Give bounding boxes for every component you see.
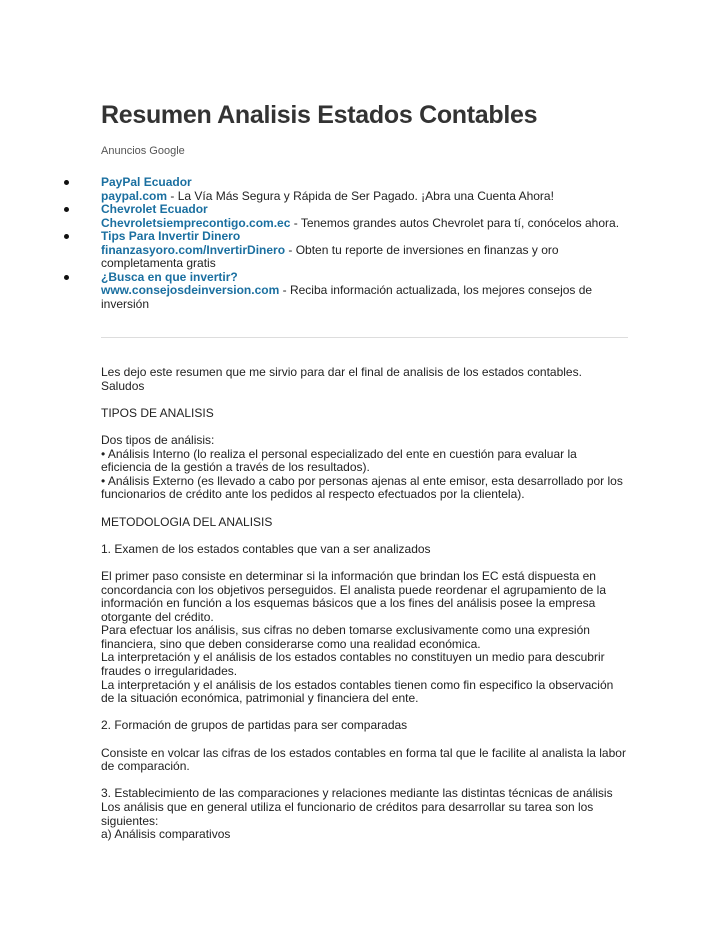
section-heading: TIPOS DE ANALISIS xyxy=(101,405,214,420)
tipos-line: Dos tipos de análisis: xyxy=(101,432,215,447)
step-paragraph xyxy=(101,570,629,706)
step-line: Los análisis que en general utiliza el funcionario de créditos para desarrollar su tarea son los siguientes: xyxy=(101,800,594,828)
ad-title-link[interactable]: ¿Busca en que invertir? xyxy=(101,269,238,284)
step-paragraph: Consiste en volcar las cifras de los estados contables en forma tal que le facilite al analista la labor de comparación. xyxy=(101,745,626,774)
ad-url-link[interactable]: paypal.com xyxy=(101,188,168,203)
step-line: La interpretación y el análisis de los estados contables tienen como fin especifico la observación de la situación económica, patrimonial y financiera del ente. xyxy=(101,677,614,706)
step-paragraph xyxy=(101,787,629,841)
step-heading: 2. Formación de grupos de partidas para ser comparadas xyxy=(101,718,408,733)
ad-url-link[interactable]: Chevroletsiemprecontigo.com.ec xyxy=(101,215,291,230)
ad-item xyxy=(101,271,629,312)
ad-title-link[interactable]: Tips Para Invertir Dinero xyxy=(101,229,241,243)
step-line: Para efectuar los análisis, sus cifras no deben tomarse exclusivamente como una expresión financiera, sino que deben considerarse como una realidad económica. xyxy=(101,623,590,651)
ad-description: - La Vía Más Segura y Rápida de Ser Pagado. ¡Abra una Cuenta Ahora! xyxy=(167,188,554,203)
ad-item xyxy=(101,176,629,203)
ad-description: - Reciba información actualizada, los mejores consejos de inversión xyxy=(101,283,593,311)
ad-url-link[interactable]: www.consejosdeinversion.com xyxy=(101,283,280,297)
ad-title-link[interactable]: PayPal Ecuador xyxy=(101,175,192,189)
ad-description: - Obten tu reporte de inversiones en finanzas y oro completamenta gratis xyxy=(101,242,559,270)
step-line: El primer paso consiste en determinar si la información que brindan los EC está dispuesta en concordancia con los objetivos perseguidos. El analista puede reordenar el agrupamiento de la información en función a los esquemas básicos que a los fines del análisis posee la empresa otorgante del crédito. xyxy=(101,568,606,624)
document-page xyxy=(101,100,629,855)
bullet-icon xyxy=(64,234,69,239)
ad-description: - Tenemos grandes autos Chevrolet para tí, conócelos ahora. xyxy=(290,215,620,230)
ad-title-link[interactable]: Chevrolet Ecuador xyxy=(101,202,208,216)
step-heading: 1. Examen de los estados contables que van a ser analizados xyxy=(101,541,431,556)
intro-paragraph xyxy=(101,366,629,393)
ad-item xyxy=(101,230,629,271)
page-title: Resumen Analisis Estados Contables xyxy=(101,101,538,129)
bullet-icon xyxy=(64,180,69,185)
step-line: 3. Establecimiento de las comparaciones y relaciones mediante las distintas técnicas de análisis xyxy=(101,786,613,801)
ads-list xyxy=(101,176,629,311)
ad-url-link[interactable]: finanzasyoro.com/InvertirDinero xyxy=(101,242,286,257)
ads-label: Anuncios Google xyxy=(101,145,185,157)
step-line: a) Análisis comparativos xyxy=(101,827,231,842)
tipos-line: • Análisis Interno (lo realiza el personal especializado del ente en cuestión para evaluar la eficiencia de la gestión a través de los resultados). xyxy=(101,446,577,475)
bullet-icon xyxy=(64,207,69,212)
divider xyxy=(101,337,628,338)
step-line: La interpretación y el análisis de los estados contables no constituyen un medio para descubrir fraudes o irregularidades. xyxy=(101,650,605,679)
intro-line: Les dejo este resumen que me sirvio para dar el final de analisis de los estados contables. xyxy=(101,365,582,379)
intro-line: Saludos xyxy=(101,378,145,393)
tipos-paragraph xyxy=(101,434,629,502)
section-heading: METODOLOGIA DEL ANALISIS xyxy=(101,514,273,529)
article-body xyxy=(101,366,629,842)
ad-item xyxy=(101,203,629,230)
bullet-icon xyxy=(64,275,69,280)
tipos-line: • Análisis Externo (es llevado a cabo por personas ajenas al ente emisor, esta desarrollado por los funcionarios de crédito ante los pedidos al respecto efectuados por la clientela). xyxy=(101,473,623,502)
